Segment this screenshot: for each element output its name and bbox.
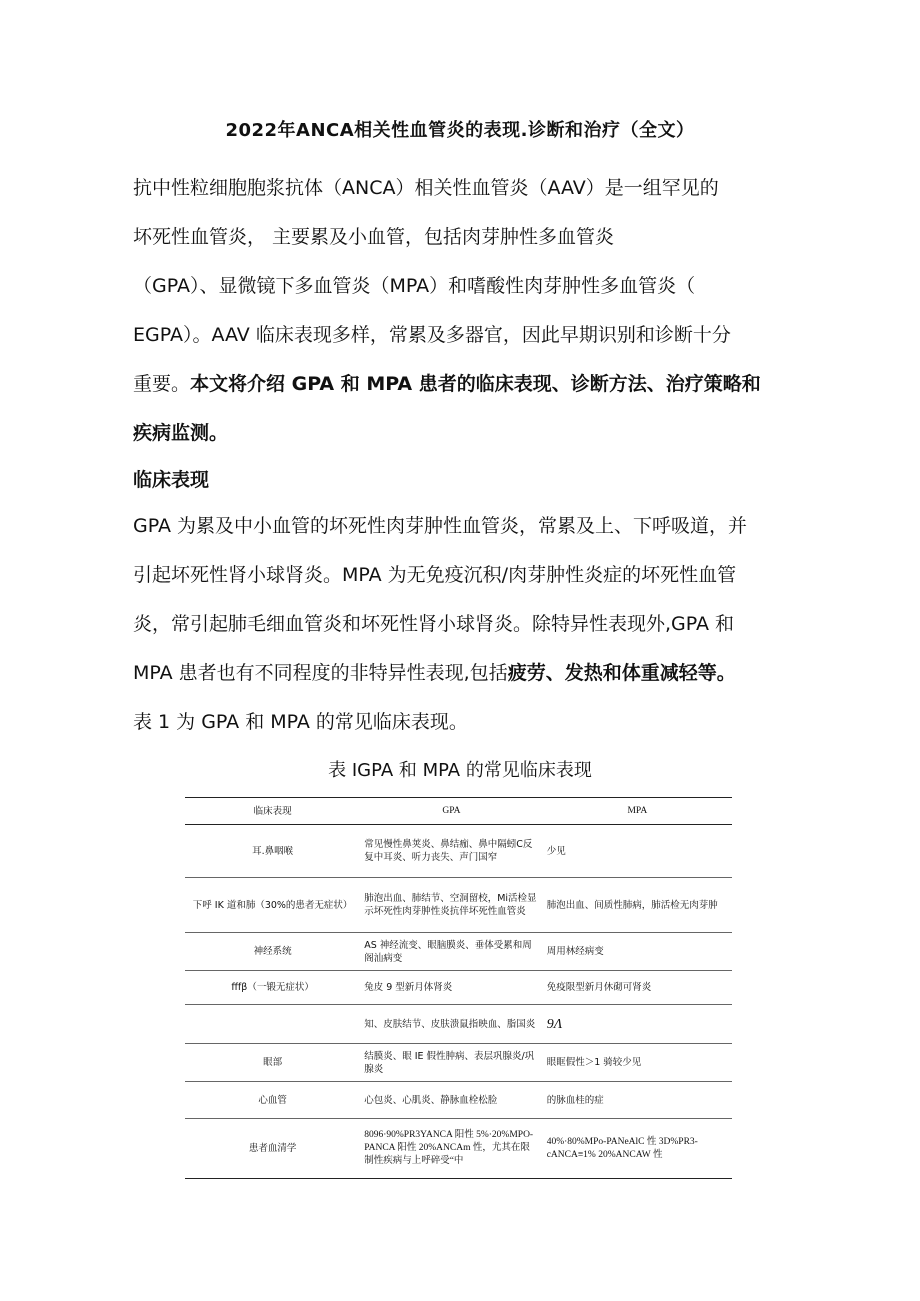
header-cell: 临床表现 (185, 798, 360, 825)
table-row (185, 971, 732, 1005)
clinical-text: MPA 患者也有不同程度的非特异性表现,包括 (133, 662, 508, 684)
table-cell: 周用林经病变 (543, 933, 732, 971)
table-cell: 肺泡出血、间质性肺病，肺活检无肉芽肿 (543, 878, 732, 933)
table-cell: fffβ（一锻无症状） (185, 971, 360, 1005)
clinical-line: 引起坏死性肾小球肾炎。MPA 为无免疫沉积/肉芽肿性炎症的坏死性血管 (133, 564, 737, 586)
table-row (185, 933, 732, 971)
page-title: 2022年ANCA相关性血管炎的表现.诊断和治疗（全文） (225, 120, 695, 141)
table-cell (185, 1005, 360, 1044)
table-cell: 兔皮 9 型新月体肾炎 (360, 971, 542, 1005)
table-cell: 眼部 (185, 1044, 360, 1082)
clinical-line: 表 1 为 GPA 和 MPA 的常见临床表现。 (133, 711, 468, 733)
intro-text: 重要。 (133, 373, 191, 395)
clinical-table (185, 797, 732, 1179)
clinical-emphasis: 疲劳、发热和体重减轻等。 (507, 662, 736, 684)
table-cell: 的脉血桂的症 (543, 1082, 732, 1119)
intro-line: 抗中性粒细胞胞浆抗体（ANCA）相关性血管炎（AAV）是一组罕见的 (133, 177, 719, 199)
table-cell: 8096·90%PR3YANCA 阳性 5%·20%MPO-PANCA 阳性 20%ANCAm 性，尤其在限制性疾病与上呼碎受“中 (360, 1119, 542, 1179)
table-row (185, 1082, 732, 1119)
intro-line: EGPA）。AAV 临床表现多样，常累及多器官，因此早期识别和诊断十分 (133, 324, 731, 346)
section-heading: 临床表现 (133, 469, 210, 491)
table-cell: 神经系统 (185, 933, 360, 971)
intro-line: 坏死性血管炎， 主要累及小血管，包括肉芽肿性多血管炎 (133, 226, 615, 248)
table-cell: 免疫限型新月休砌可肾炎 (543, 971, 732, 1005)
clinical-line: GPA 为累及中小血管的坏死性肉芽肿性血管炎，常累及上、下呼吸道，并 (133, 515, 748, 537)
table-caption: 表 IGPA 和 MPA 的常见临床表现 (328, 760, 592, 781)
table-cell: 常见慢性鼻荚炎、鼻结痂、鼻中隔蚓C反复中耳炎、听力丧失、声门国窄 (360, 825, 542, 878)
header-cell: GPA (360, 798, 542, 825)
table-cell: 知、皮肤结节、皮肤溃鼠指映血、脂国炎 (360, 1005, 542, 1044)
intro-line (133, 360, 788, 409)
intro-line (133, 409, 788, 458)
table-cell: 眼眶假性＞1 骑较少见 (543, 1044, 732, 1082)
intro-line: （GPA）、显微镜下多血管炎（MPA）和嗜酸性肉芽肿性多血管炎（ (133, 275, 696, 297)
clinical-line: 炎，常引起肺毛细血管炎和坏死性肾小球肾炎。除特异性表现外,GPA 和 (133, 613, 735, 635)
table-row (185, 1044, 732, 1082)
intro-emphasis: 本文将介绍 GPA 和 MPA 患者的临床表现、诊断方法、治疗策略和 (190, 373, 761, 395)
intro-paragraph (133, 164, 788, 458)
table-cell: 心包炎、心肌炎、静脉血栓松脸 (360, 1082, 542, 1119)
table-cell: 下呼 IK 道和肺（30%的患者无症状） (185, 878, 360, 933)
intro-emphasis: 疾病监测。 (133, 422, 229, 444)
table-header-row (185, 798, 732, 825)
table-cell: 40%·80%MPo-PANeAlC 性 3D%PR3-cANCA≡1% 20%ANCAW 性 (543, 1119, 732, 1179)
table-cell: AS 神经流变、眼脑膜炎、垂体受累和周阁汕病变 (360, 933, 542, 971)
table-cell: 心血管 (185, 1082, 360, 1119)
clinical-line (133, 649, 788, 698)
table-cell: 9Λ (543, 1005, 732, 1044)
header-cell: MPA (543, 798, 732, 825)
table-row (185, 1005, 732, 1044)
table-cell: 结膜炎、眼 IE 假性肿病、表层巩腺炎/巩腺炎 (360, 1044, 542, 1082)
table-row (185, 1119, 732, 1179)
table-cell: 少见 (543, 825, 732, 878)
table-row (185, 878, 732, 933)
table-cell: 肺泡出血、肺结节、空洞留校，Mi活检显示坏死性肉芽肿性炎抗伴坏死性血管炎 (360, 878, 542, 933)
table-cell: 患者血清学 (185, 1119, 360, 1179)
table-row (185, 825, 732, 878)
clinical-paragraph (133, 502, 788, 747)
table-cell: 耳.鼻咽喉 (185, 825, 360, 878)
